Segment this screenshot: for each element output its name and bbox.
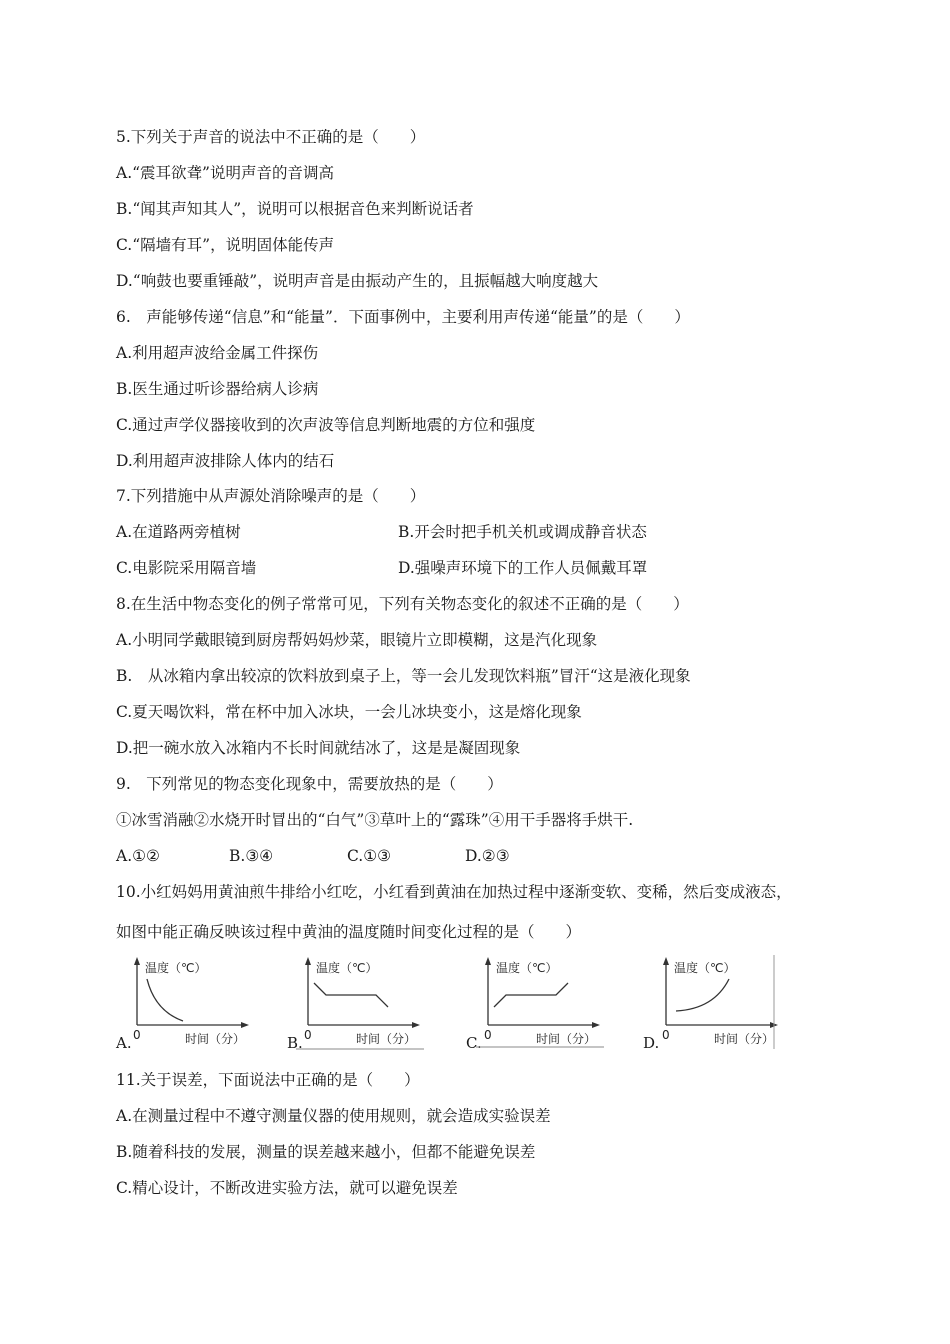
q5-option-c: C.“隔墙有耳”，说明固体能传声 xyxy=(116,236,335,254)
q9-option-d: D.②③ xyxy=(465,847,510,865)
q9-option-b: B.③④ xyxy=(229,847,274,865)
graph-a xyxy=(125,955,253,1053)
q10-stem-line1: 10.小红妈妈用黄油煎牛排给小红吃，小红看到黄油在加热过程中逐渐变软、变稀，然后变成液态， xyxy=(116,883,792,901)
q10-stem-line2: 如图中能正确反映该过程中黄油的温度随时间变化过程的是（ ） xyxy=(116,923,582,941)
q7-option-a: A.在道路两旁植树 xyxy=(116,523,241,541)
q6-option-b: B.医生通过听诊器给病人诊病 xyxy=(116,380,319,398)
graph-d-origin: 0 xyxy=(662,1028,670,1042)
graph-c xyxy=(476,955,604,1053)
q8-option-a: A.小明同学戴眼镜到厨房帮妈妈炒菜，眼镜片立即模糊，这是汽化现象 xyxy=(116,631,598,649)
graph-c-origin: 0 xyxy=(484,1028,492,1042)
q7-option-d: D.强噪声环境下的工作人员佩戴耳罩 xyxy=(398,559,648,577)
q5-option-d: D.“响鼓也要重锤敲”，说明声音是由振动产生的，且振幅越大响度越大 xyxy=(116,272,599,290)
q11-stem: 11.关于误差，下面说法中正确的是（ ） xyxy=(116,1071,420,1089)
q5-option-b: B.“闻其声知其人”，说明可以根据音色来判断说话者 xyxy=(116,200,474,218)
graph-d-xlabel: 时间（分） xyxy=(714,1032,775,1046)
graph-a-origin: 0 xyxy=(133,1028,141,1042)
graph-d-ylabel: 温度（℃） xyxy=(674,961,736,975)
q6-option-c: C.通过声学仪器接收到的次声波等信息判断地震的方位和强度 xyxy=(116,416,536,434)
graph-b-origin: 0 xyxy=(304,1028,312,1042)
q9-items: ①冰雪消融②水烧开时冒出的“白气”③草叶上的“露珠”④用干手器将手烘干. xyxy=(116,811,634,829)
q9-stem: 9. 下列常见的物态变化现象中，需要放热的是（ ） xyxy=(116,775,503,793)
graph-b-ylabel: 温度（℃） xyxy=(316,961,378,975)
q5-stem: 5.下列关于声音的说法中不正确的是（ ） xyxy=(116,128,426,146)
q6-stem: 6. 声能够传递“信息”和“能量”．下面事例中，主要利用声传递“能量”的是（ ） xyxy=(116,308,690,326)
q7-option-b: B.开会时把手机关机或调成静音状态 xyxy=(398,523,647,541)
q8-option-d: D.把一碗水放入冰箱内不长时间就结冰了，这是是凝固现象 xyxy=(116,739,521,757)
q7-option-c: C.电影院采用隔音墙 xyxy=(116,559,257,577)
q6-option-d: D.利用超声波排除人体内的结石 xyxy=(116,452,335,470)
q11-option-b: B.随着科技的发展，测量的误差越来越小，但都不能避免误差 xyxy=(116,1143,536,1161)
q11-option-a: A.在测量过程中不遵守测量仪器的使用规则，就会造成实验误差 xyxy=(116,1107,551,1125)
graph-a-ylabel: 温度（℃） xyxy=(145,961,207,975)
q7-stem: 7.下列措施中从声源处消除噪声的是（ ） xyxy=(116,487,426,505)
graph-b xyxy=(296,955,424,1053)
graph-b-xlabel: 时间（分） xyxy=(356,1032,417,1046)
graph-d xyxy=(654,955,782,1053)
graph-c-xlabel: 时间（分） xyxy=(536,1032,597,1046)
q6-option-a: A.利用超声波给金属工件探伤 xyxy=(116,344,319,362)
q9-option-c: C.①③ xyxy=(347,847,392,865)
q11-option-c: C.精心设计，不断改进实验方法，就可以避免误差 xyxy=(116,1179,458,1197)
q9-option-a: A.①② xyxy=(116,847,160,865)
graph-d-label: D. xyxy=(643,1034,660,1052)
graph-c-ylabel: 温度（℃） xyxy=(496,961,558,975)
graph-b-label: B. xyxy=(287,1034,303,1052)
q8-stem: 8.在生活中物态变化的例子常常可见，下列有关物态变化的叙述不正确的是（ ） xyxy=(116,595,689,613)
graph-a-label: A. xyxy=(116,1034,132,1052)
q8-option-b: B. 从冰箱内拿出较凉的饮料放到桌子上，等一会儿发现饮料瓶”冒汗“这是液化现象 xyxy=(116,667,691,685)
graph-a-xlabel: 时间（分） xyxy=(185,1032,246,1046)
q8-option-c: C.夏天喝饮料，常在杯中加入冰块，一会儿冰块变小，这是熔化现象 xyxy=(116,703,582,721)
graph-c-label: C. xyxy=(466,1034,482,1052)
q5-option-a: A.“震耳欲聋”说明声音的音调高 xyxy=(116,164,334,182)
